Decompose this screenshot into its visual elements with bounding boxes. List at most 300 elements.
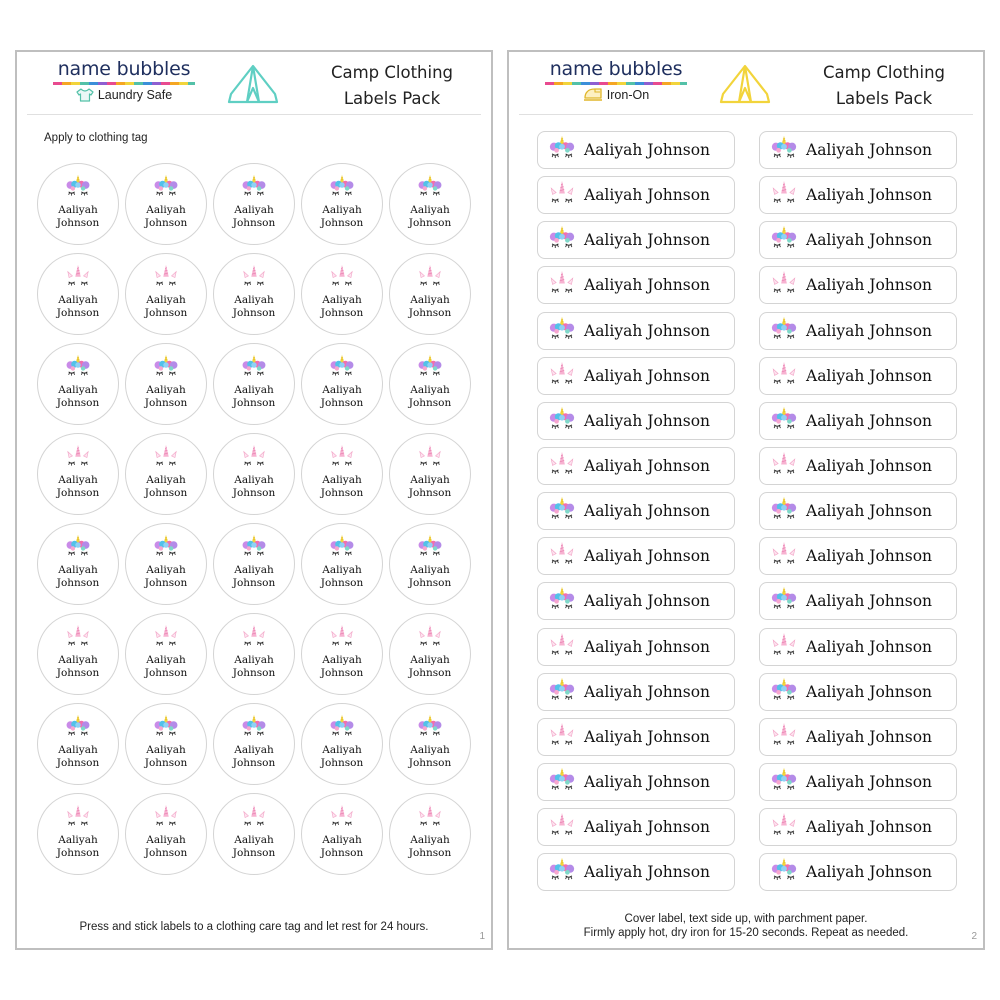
circle-name-label xyxy=(125,253,207,335)
label-last-name: Johnson xyxy=(232,307,276,319)
label-full-name: Aaliyah Johnson xyxy=(584,772,711,791)
label-last-name: Johnson xyxy=(408,847,452,859)
label-last-name: Johnson xyxy=(144,847,188,859)
unicorn-pink-horn-icon xyxy=(544,361,580,391)
label-name xyxy=(321,384,364,410)
label-first-name: Aaliyah xyxy=(322,294,362,306)
label-full-name: Aaliyah Johnson xyxy=(806,366,933,385)
label-name xyxy=(145,384,188,410)
unicorn-flower-crown-icon xyxy=(237,534,271,562)
unicorn-pink-horn-icon xyxy=(544,451,580,481)
circle-name-label xyxy=(213,163,295,245)
label-last-name: Johnson xyxy=(320,847,364,859)
label-first-name: Aaliyah xyxy=(234,834,274,846)
label-last-name: Johnson xyxy=(408,307,452,319)
rect-name-label xyxy=(537,402,735,440)
label-last-name: Johnson xyxy=(320,667,364,679)
label-last-name: Johnson xyxy=(408,487,452,499)
unicorn-flower-crown-icon xyxy=(766,586,802,616)
rect-name-label xyxy=(537,582,735,620)
pack-title-line2: Labels Pack xyxy=(343,89,441,108)
unicorn-flower-crown-icon xyxy=(325,354,359,382)
rect-name-label xyxy=(537,673,735,711)
label-full-name: Aaliyah Johnson xyxy=(806,818,933,837)
label-last-name: Johnson xyxy=(144,757,188,769)
unicorn-pink-horn-icon xyxy=(61,264,95,292)
label-full-name: Aaliyah Johnson xyxy=(584,592,711,611)
label-full-name: Aaliyah Johnson xyxy=(806,321,933,340)
label-first-name: Aaliyah xyxy=(146,204,186,216)
label-full-name: Aaliyah Johnson xyxy=(806,863,933,882)
label-name xyxy=(321,204,364,230)
unicorn-flower-crown-icon xyxy=(325,174,359,202)
unicorn-pink-horn-icon xyxy=(766,451,802,481)
label-name xyxy=(233,474,276,500)
unicorn-pink-horn-icon xyxy=(237,444,271,472)
label-name xyxy=(145,474,188,500)
unicorn-flower-crown-icon xyxy=(237,354,271,382)
label-name xyxy=(145,204,188,230)
label-name xyxy=(321,654,364,680)
label-full-name: Aaliyah Johnson xyxy=(806,276,933,295)
label-full-name: Aaliyah Johnson xyxy=(806,231,933,250)
label-name xyxy=(409,384,452,410)
feature-badge xyxy=(541,88,691,102)
label-first-name: Aaliyah xyxy=(58,204,98,216)
rect-name-label xyxy=(537,312,735,350)
label-last-name: Johnson xyxy=(232,667,276,679)
rect-name-label xyxy=(537,718,735,756)
rect-name-label xyxy=(759,492,957,530)
label-full-name: Aaliyah Johnson xyxy=(806,637,933,656)
brand-rainbow-line xyxy=(545,82,687,85)
unicorn-pink-horn-icon xyxy=(61,444,95,472)
laundry-safe-sheet xyxy=(15,50,493,950)
label-first-name: Aaliyah xyxy=(322,564,362,576)
unicorn-pink-horn-icon xyxy=(149,804,183,832)
label-name xyxy=(409,294,452,320)
rect-name-label xyxy=(759,808,957,846)
circle-name-label xyxy=(301,253,383,335)
circle-name-label xyxy=(213,343,295,425)
label-first-name: Aaliyah xyxy=(322,384,362,396)
circle-name-label xyxy=(213,523,295,605)
circle-name-label xyxy=(389,163,471,245)
label-last-name: Johnson xyxy=(144,667,188,679)
label-first-name: Aaliyah xyxy=(410,654,450,666)
circle-name-label xyxy=(37,433,119,515)
feature-label: Iron-On xyxy=(606,88,650,102)
rect-name-label xyxy=(537,763,735,801)
rect-name-label xyxy=(759,312,957,350)
unicorn-pink-horn-icon xyxy=(766,812,802,842)
unicorn-pink-horn-icon xyxy=(413,444,447,472)
iron-instruction xyxy=(509,912,983,940)
unicorn-flower-crown-icon xyxy=(766,135,802,165)
label-first-name: Aaliyah xyxy=(146,834,186,846)
unicorn-pink-horn-icon xyxy=(325,264,359,292)
brand-logo xyxy=(541,58,691,102)
circle-name-label xyxy=(213,703,295,785)
label-last-name: Johnson xyxy=(408,667,452,679)
unicorn-flower-crown-icon xyxy=(413,534,447,562)
unicorn-flower-crown-icon xyxy=(149,714,183,742)
circle-name-label xyxy=(37,703,119,785)
unicorn-pink-horn-icon xyxy=(544,812,580,842)
unicorn-pink-horn-icon xyxy=(149,444,183,472)
rect-name-label xyxy=(759,537,957,575)
label-first-name: Aaliyah xyxy=(234,204,274,216)
unicorn-pink-horn-icon xyxy=(237,264,271,292)
label-last-name: Johnson xyxy=(320,307,364,319)
label-first-name: Aaliyah xyxy=(58,564,98,576)
label-name xyxy=(321,474,364,500)
label-last-name: Johnson xyxy=(232,577,276,589)
iron-instruction-line2: Firmly apply hot, dry iron for 15-20 seconds. Repeat as needed. xyxy=(583,927,909,939)
label-first-name: Aaliyah xyxy=(410,294,450,306)
unicorn-pink-horn-icon xyxy=(149,264,183,292)
iron-instruction-line1: Cover label, text side up, with parchment paper. xyxy=(624,913,868,925)
label-last-name: Johnson xyxy=(232,397,276,409)
label-first-name: Aaliyah xyxy=(410,834,450,846)
rect-name-label xyxy=(537,447,735,485)
label-name xyxy=(321,294,364,320)
circle-name-label xyxy=(301,613,383,695)
label-name xyxy=(57,744,100,770)
label-full-name: Aaliyah Johnson xyxy=(584,727,711,746)
circle-name-label xyxy=(389,523,471,605)
rect-name-label xyxy=(759,266,957,304)
label-name xyxy=(57,204,100,230)
unicorn-pink-horn-icon xyxy=(413,804,447,832)
unicorn-pink-horn-icon xyxy=(766,270,802,300)
label-name xyxy=(321,834,364,860)
circle-name-label xyxy=(37,253,119,335)
iron-on-sheet xyxy=(507,50,985,950)
label-full-name: Aaliyah Johnson xyxy=(584,818,711,837)
page-number: 1 xyxy=(479,931,485,942)
brand-name: name bubbles xyxy=(57,58,191,80)
label-last-name: Johnson xyxy=(144,487,188,499)
label-first-name: Aaliyah xyxy=(322,474,362,486)
circle-name-label xyxy=(37,793,119,875)
label-full-name: Aaliyah Johnson xyxy=(806,592,933,611)
unicorn-flower-crown-icon xyxy=(61,174,95,202)
label-full-name: Aaliyah Johnson xyxy=(584,321,711,340)
unicorn-flower-crown-icon xyxy=(766,677,802,707)
label-first-name: Aaliyah xyxy=(322,654,362,666)
label-name xyxy=(233,384,276,410)
circle-name-label xyxy=(125,343,207,425)
tent-icon xyxy=(717,64,773,104)
circle-name-label xyxy=(389,613,471,695)
circle-name-label xyxy=(125,523,207,605)
label-full-name: Aaliyah Johnson xyxy=(584,276,711,295)
label-name xyxy=(145,834,188,860)
care-instruction: Press and stick labels to a clothing care tag and let rest for 24 hours. xyxy=(79,921,429,933)
unicorn-pink-horn-icon xyxy=(766,361,802,391)
label-last-name: Johnson xyxy=(408,577,452,589)
unicorn-flower-crown-icon xyxy=(766,316,802,346)
label-name xyxy=(409,744,452,770)
unicorn-flower-crown-icon xyxy=(413,354,447,382)
label-full-name: Aaliyah Johnson xyxy=(584,231,711,250)
unicorn-flower-crown-icon xyxy=(544,406,580,436)
label-first-name: Aaliyah xyxy=(410,204,450,216)
feature-label: Laundry Safe xyxy=(97,88,173,102)
rect-label-grid xyxy=(537,131,957,891)
rect-name-label xyxy=(537,853,735,891)
rect-name-label xyxy=(537,492,735,530)
label-first-name: Aaliyah xyxy=(322,204,362,216)
circle-name-label xyxy=(37,613,119,695)
label-first-name: Aaliyah xyxy=(58,834,98,846)
label-first-name: Aaliyah xyxy=(234,294,274,306)
circle-name-label xyxy=(125,703,207,785)
label-last-name: Johnson xyxy=(56,667,100,679)
label-full-name: Aaliyah Johnson xyxy=(584,863,711,882)
unicorn-pink-horn-icon xyxy=(544,722,580,752)
label-full-name: Aaliyah Johnson xyxy=(806,682,933,701)
label-name xyxy=(57,654,100,680)
tent-icon xyxy=(225,64,281,104)
label-last-name: Johnson xyxy=(144,307,188,319)
iron-icon xyxy=(583,88,603,102)
unicorn-flower-crown-icon xyxy=(766,767,802,797)
circle-name-label xyxy=(125,793,207,875)
apply-instruction: Apply to clothing tag xyxy=(44,132,148,144)
label-first-name: Aaliyah xyxy=(234,384,274,396)
label-last-name: Johnson xyxy=(56,757,100,769)
unicorn-flower-crown-icon xyxy=(149,534,183,562)
unicorn-flower-crown-icon xyxy=(544,767,580,797)
header-divider xyxy=(27,114,481,115)
rect-name-label xyxy=(759,718,957,756)
unicorn-flower-crown-icon xyxy=(413,714,447,742)
circle-name-label xyxy=(301,163,383,245)
unicorn-flower-crown-icon xyxy=(61,354,95,382)
label-name xyxy=(57,294,100,320)
unicorn-pink-horn-icon xyxy=(544,632,580,662)
unicorn-flower-crown-icon xyxy=(766,406,802,436)
circle-name-label xyxy=(125,433,207,515)
rect-name-label xyxy=(537,176,735,214)
brand-rainbow-line xyxy=(53,82,195,85)
label-full-name: Aaliyah Johnson xyxy=(584,411,711,430)
label-first-name: Aaliyah xyxy=(58,654,98,666)
unicorn-pink-horn-icon xyxy=(413,264,447,292)
label-last-name: Johnson xyxy=(232,757,276,769)
unicorn-flower-crown-icon xyxy=(325,534,359,562)
unicorn-flower-crown-icon xyxy=(544,677,580,707)
label-name xyxy=(233,654,276,680)
unicorn-flower-crown-icon xyxy=(766,496,802,526)
label-last-name: Johnson xyxy=(56,217,100,229)
label-first-name: Aaliyah xyxy=(146,654,186,666)
unicorn-pink-horn-icon xyxy=(61,624,95,652)
unicorn-flower-crown-icon xyxy=(237,174,271,202)
rect-name-label xyxy=(537,537,735,575)
unicorn-flower-crown-icon xyxy=(544,586,580,616)
circle-name-label xyxy=(301,523,383,605)
label-name xyxy=(145,564,188,590)
label-full-name: Aaliyah Johnson xyxy=(806,456,933,475)
rect-name-label xyxy=(537,221,735,259)
unicorn-flower-crown-icon xyxy=(413,174,447,202)
unicorn-pink-horn-icon xyxy=(766,632,802,662)
label-full-name: Aaliyah Johnson xyxy=(584,186,711,205)
label-name xyxy=(409,834,452,860)
label-name xyxy=(409,204,452,230)
label-name xyxy=(145,294,188,320)
shirt-icon xyxy=(76,88,94,102)
unicorn-pink-horn-icon xyxy=(237,804,271,832)
circle-name-label xyxy=(125,613,207,695)
label-first-name: Aaliyah xyxy=(234,474,274,486)
label-last-name: Johnson xyxy=(144,217,188,229)
label-full-name: Aaliyah Johnson xyxy=(806,547,933,566)
label-full-name: Aaliyah Johnson xyxy=(806,411,933,430)
unicorn-flower-crown-icon xyxy=(149,354,183,382)
label-full-name: Aaliyah Johnson xyxy=(806,502,933,521)
label-last-name: Johnson xyxy=(320,487,364,499)
pack-title xyxy=(799,60,969,112)
label-full-name: Aaliyah Johnson xyxy=(584,366,711,385)
label-name xyxy=(57,834,100,860)
circle-name-label xyxy=(37,343,119,425)
circle-name-label xyxy=(389,253,471,335)
unicorn-pink-horn-icon xyxy=(325,804,359,832)
rect-name-label xyxy=(759,673,957,711)
label-name xyxy=(233,204,276,230)
pack-title-line1: Camp Clothing xyxy=(822,63,946,82)
label-name xyxy=(57,384,100,410)
label-last-name: Johnson xyxy=(320,577,364,589)
label-last-name: Johnson xyxy=(56,577,100,589)
pack-title xyxy=(307,60,477,112)
label-full-name: Aaliyah Johnson xyxy=(584,141,711,159)
unicorn-pink-horn-icon xyxy=(766,541,802,571)
label-full-name: Aaliyah Johnson xyxy=(584,502,711,521)
unicorn-pink-horn-icon xyxy=(325,624,359,652)
label-first-name: Aaliyah xyxy=(146,384,186,396)
rect-name-label xyxy=(537,357,735,395)
label-last-name: Johnson xyxy=(408,757,452,769)
unicorn-pink-horn-icon xyxy=(544,541,580,571)
rect-name-label xyxy=(759,853,957,891)
rect-name-label xyxy=(759,131,957,169)
unicorn-pink-horn-icon xyxy=(61,804,95,832)
label-full-name: Aaliyah Johnson xyxy=(806,141,933,159)
label-name xyxy=(233,744,276,770)
label-last-name: Johnson xyxy=(232,217,276,229)
page-number: 2 xyxy=(971,931,977,942)
rect-name-label xyxy=(537,131,735,169)
label-full-name: Aaliyah Johnson xyxy=(584,682,711,701)
label-first-name: Aaliyah xyxy=(410,744,450,756)
pack-title-line1: Camp Clothing xyxy=(330,63,454,82)
label-name xyxy=(233,834,276,860)
circle-name-label xyxy=(125,163,207,245)
circle-name-label xyxy=(37,163,119,245)
label-full-name: Aaliyah Johnson xyxy=(584,637,711,656)
label-last-name: Johnson xyxy=(56,397,100,409)
brand-name: name bubbles xyxy=(549,58,683,80)
unicorn-flower-crown-icon xyxy=(544,225,580,255)
label-full-name: Aaliyah Johnson xyxy=(806,727,933,746)
circle-name-label xyxy=(37,523,119,605)
label-first-name: Aaliyah xyxy=(146,294,186,306)
label-name xyxy=(409,654,452,680)
unicorn-pink-horn-icon xyxy=(544,270,580,300)
circle-name-label xyxy=(301,433,383,515)
rect-name-label xyxy=(759,176,957,214)
label-name xyxy=(57,474,100,500)
rect-name-label xyxy=(759,628,957,666)
rect-name-label xyxy=(759,582,957,620)
unicorn-pink-horn-icon xyxy=(413,624,447,652)
label-name xyxy=(321,744,364,770)
label-first-name: Aaliyah xyxy=(58,474,98,486)
header-divider xyxy=(519,114,973,115)
label-name xyxy=(145,744,188,770)
label-last-name: Johnson xyxy=(56,307,100,319)
label-first-name: Aaliyah xyxy=(58,744,98,756)
label-full-name: Aaliyah Johnson xyxy=(584,547,711,566)
unicorn-flower-crown-icon xyxy=(61,714,95,742)
label-first-name: Aaliyah xyxy=(146,564,186,576)
label-name xyxy=(233,564,276,590)
unicorn-flower-crown-icon xyxy=(766,857,802,887)
label-first-name: Aaliyah xyxy=(234,564,274,576)
unicorn-flower-crown-icon xyxy=(544,135,580,165)
unicorn-pink-horn-icon xyxy=(237,624,271,652)
rect-name-label xyxy=(537,628,735,666)
unicorn-pink-horn-icon xyxy=(766,180,802,210)
unicorn-flower-crown-icon xyxy=(325,714,359,742)
label-first-name: Aaliyah xyxy=(234,654,274,666)
label-first-name: Aaliyah xyxy=(410,564,450,576)
circle-name-label xyxy=(213,253,295,335)
circle-name-label xyxy=(301,343,383,425)
label-name xyxy=(57,564,100,590)
label-name xyxy=(409,474,452,500)
unicorn-pink-horn-icon xyxy=(544,180,580,210)
label-first-name: Aaliyah xyxy=(410,474,450,486)
label-first-name: Aaliyah xyxy=(58,384,98,396)
unicorn-flower-crown-icon xyxy=(237,714,271,742)
label-name xyxy=(409,564,452,590)
unicorn-flower-crown-icon xyxy=(61,534,95,562)
label-name xyxy=(233,294,276,320)
circle-name-label xyxy=(213,793,295,875)
rect-name-label xyxy=(759,221,957,259)
label-first-name: Aaliyah xyxy=(146,474,186,486)
label-full-name: Aaliyah Johnson xyxy=(806,772,933,791)
label-name xyxy=(321,564,364,590)
label-name xyxy=(145,654,188,680)
label-last-name: Johnson xyxy=(320,757,364,769)
label-first-name: Aaliyah xyxy=(234,744,274,756)
circle-name-label xyxy=(301,703,383,785)
rect-name-label xyxy=(537,808,735,846)
feature-badge xyxy=(49,88,199,102)
brand-logo xyxy=(49,58,199,102)
rect-name-label xyxy=(759,447,957,485)
circle-name-label xyxy=(389,343,471,425)
label-full-name: Aaliyah Johnson xyxy=(584,456,711,475)
label-last-name: Johnson xyxy=(232,847,276,859)
